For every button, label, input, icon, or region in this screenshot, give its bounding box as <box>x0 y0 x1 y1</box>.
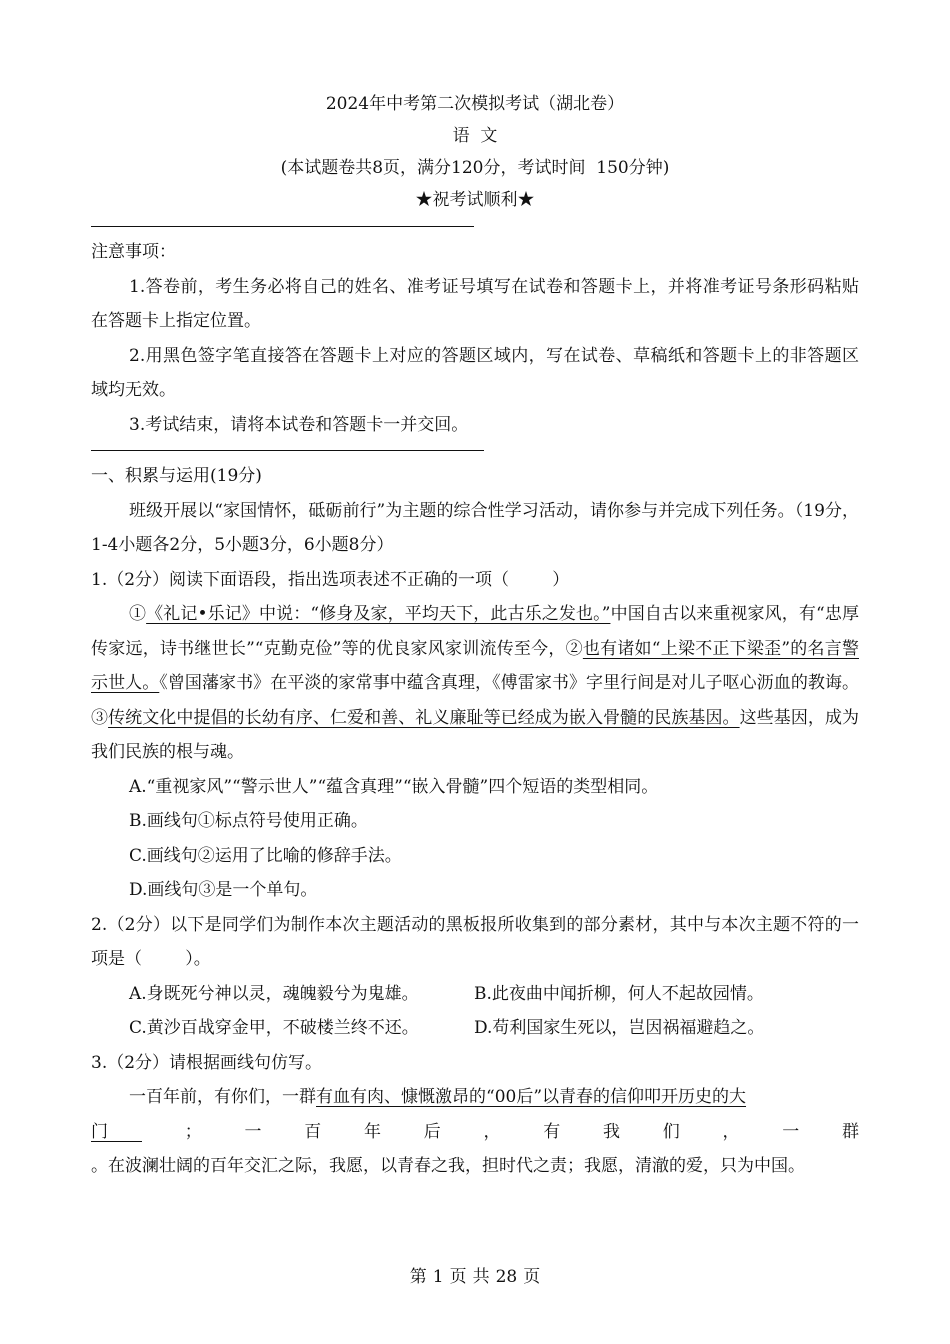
q2-option-b: B.此夜曲中闻折柳，何人不起故园情。 <box>474 983 764 1004</box>
q1-option-a: A.“重视家风”“警示世人”“蕴含真理”“嵌入骨髓”四个短语的类型相同。 <box>129 776 659 797</box>
title-block <box>91 88 859 216</box>
q1-text-3: 这些基因，成为我们民族的根与魂。 <box>91 707 860 762</box>
q3-word: ， <box>483 1121 501 1142</box>
q1-stem: 1.（2分）阅读下面语段，指出选项表述不正确的一项（ ） <box>91 569 570 590</box>
q3-stem: 3.（2分）请根据画线句仿写。 <box>91 1052 323 1073</box>
q3-word: 有 <box>543 1121 561 1142</box>
divider-bottom <box>91 450 484 451</box>
q2-option-d: D.苟利国家生死以，岂因祸福避趋之。 <box>474 1018 765 1038</box>
q3-word: 群 <box>842 1121 859 1142</box>
page-footer <box>0 1262 950 1287</box>
q1-option-d: D.画线句③是一个单句。 <box>129 880 318 900</box>
q3-word: 我 <box>603 1121 620 1142</box>
q1-text-1: 中国自古以来重视家风，有“忠厚传家远，诗书继世长”“克勤克俭”等的优良家风家训流传至今，② <box>91 604 859 659</box>
q2-options-row-1 <box>91 977 859 1012</box>
q3-word: 一 <box>244 1121 262 1142</box>
notes-heading: 注意事项： <box>91 242 176 262</box>
footer-part: 页 <box>523 1267 541 1287</box>
note-item-1: 1.答卷前，考生务必将自己的姓名、准考证号填写在试卷和答题卡上，并将准考证号条形码粘贴在答题卡上指定位置。 <box>91 276 859 331</box>
q3-blank: 门 <box>91 1121 108 1142</box>
page-content <box>91 88 859 1184</box>
q1-option-c: C.画线句②运用了比喻的修辞手法。 <box>129 845 402 866</box>
q3-word: 后 <box>423 1121 441 1142</box>
q3-word: ， <box>722 1121 740 1142</box>
exam-title: 2024年中考第二次模拟考试（湖北卷） <box>325 94 625 114</box>
footer-part: 页 <box>449 1267 467 1287</box>
q1-mark-1: ① <box>129 604 147 624</box>
q3-line-3: 。在波澜壮阔的百年交汇之际，我愿，以青春之我，担时代之责；我愿，清澈的爱，只为中国。 <box>91 1156 805 1176</box>
q2-option-a: A.身既死兮神以灵，魂魄毅兮为鬼雄。 <box>129 983 419 1004</box>
section1-intro: 班级开展以“家国情怀，砥砺前行”为主题的综合性学习活动，请你参与并完成下列任务。（19分，1-4小题各2分，5小题3分，6小题8分） <box>91 500 859 555</box>
note-item-3: 3.考试结束，请将本试卷和答题卡一并交回。 <box>129 414 469 435</box>
footer-total-pages: 28 <box>495 1267 518 1287</box>
footer-page-number: 1 <box>432 1267 444 1287</box>
q3-word: 年 <box>364 1121 381 1142</box>
q1-passage <box>91 597 859 770</box>
q3-line-1 <box>91 1080 859 1115</box>
section1-heading: 一、积累与运用(19分) <box>91 466 262 486</box>
q3-prefix: 一百年前，有你们，一群 <box>129 1087 316 1107</box>
q2-options-row-2 <box>91 1011 859 1046</box>
q2-stem: 2.（2分）以下是同学们为制作本次主题活动的黑板报所收集到的部分素材，其中与本次主题不符的一项是（ ）。 <box>91 914 859 969</box>
q3-word: 百 <box>304 1121 322 1142</box>
q3-word: 们 <box>662 1121 680 1142</box>
footer-part: 共 <box>472 1267 490 1287</box>
divider-top <box>91 226 474 227</box>
note-item-2: 2.用黑色签字笔直接答在答题卡上对应的答题区域内，写在试卷、草稿纸和答题卡上的非答题区域均无效。 <box>91 345 859 400</box>
exam-info: (本试题卷共8页，满分120分，考试时间 150分钟) <box>280 158 670 178</box>
q3-underline: 有血有肉、慷慨激昂的“00后”以青春的信仰叩开历史的大 <box>316 1087 747 1107</box>
q3-word: 一 <box>782 1121 800 1142</box>
subject-title: 语 文 <box>452 126 498 146</box>
q3-word: ； <box>184 1121 202 1142</box>
q1-underline-3: 传统文化中提倡的长幼有序、仁爱和善、礼义廉耻等已经成为嵌入骨髓的民族基因。 <box>108 707 740 728</box>
q3-line-2 <box>91 1115 859 1150</box>
exam-wish: ★祝考试顺利★ <box>415 190 535 210</box>
q1-underline-2: 也有诸如“上梁不正下梁歪”的名言警示世人。 <box>91 638 859 693</box>
q2-option-c: C.黄沙百战穿金甲，不破楼兰终不还。 <box>129 1018 419 1038</box>
footer-part: 第 <box>409 1267 427 1287</box>
q1-option-b: B.画线句①标点符号使用正确。 <box>129 811 368 831</box>
q1-underline-1: 《礼记•乐记》中说：“修身及家，平均天下，此古乐之发也。” <box>146 604 611 624</box>
q1-text-2: 《曾国藩家书》在平淡的家常事中蕴含真理，《傅雷家书》字里行间是对儿子呕心沥血的教诲。③ <box>91 673 860 728</box>
